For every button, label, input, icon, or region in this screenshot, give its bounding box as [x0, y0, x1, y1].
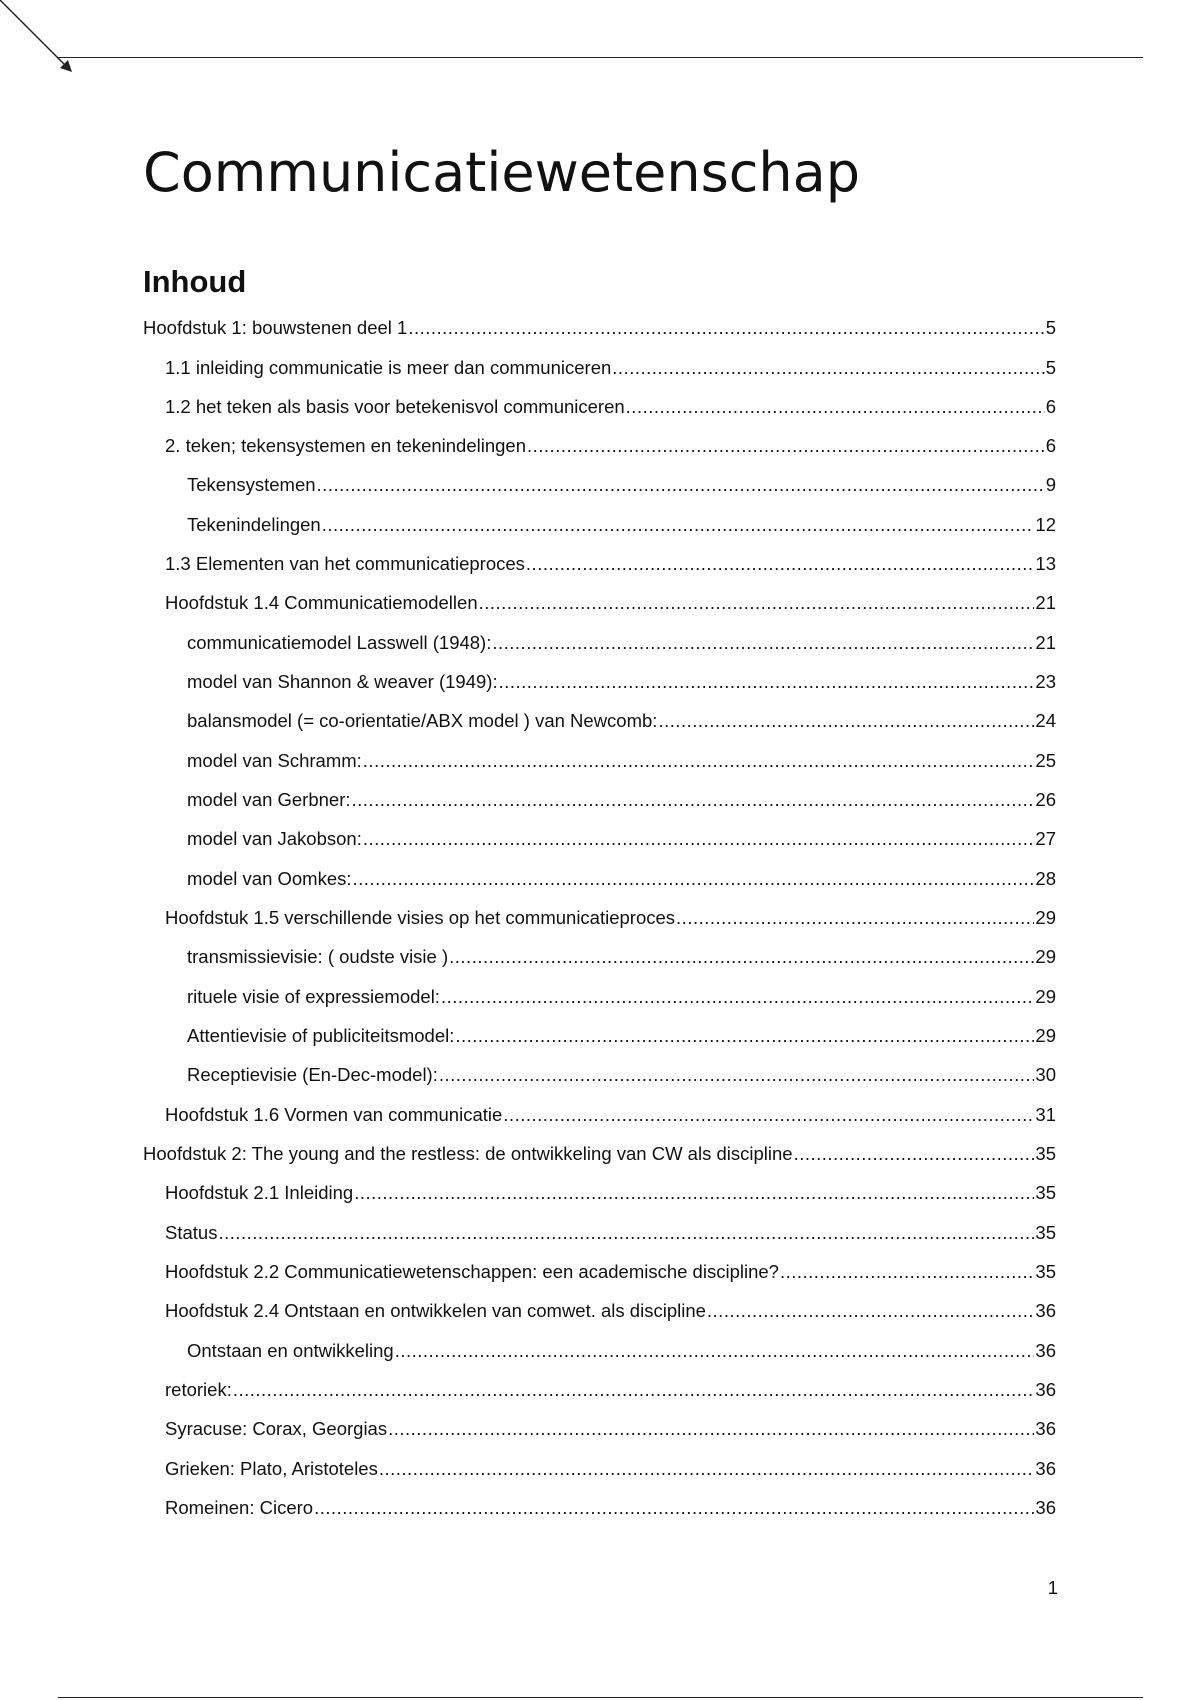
toc-entry-page: 28: [1035, 868, 1056, 889]
toc-entry-page: 29: [1035, 1025, 1056, 1046]
toc-dot-leader: [354, 1180, 1034, 1206]
toc-dot-leader: [233, 1377, 1035, 1403]
toc-entry-title: model van Shannon & weaver (1949):: [187, 671, 498, 692]
toc-entry[interactable]: [187, 512, 1056, 538]
toc-entry[interactable]: [165, 355, 1056, 381]
toc-dot-leader: [388, 1416, 1034, 1442]
toc-entry[interactable]: [165, 905, 1056, 931]
toc-dot-leader: [353, 866, 1035, 892]
toc-dot-leader: [314, 1495, 1034, 1521]
toc-dot-leader: [363, 748, 1035, 774]
toc-dot-leader: [527, 433, 1045, 459]
toc-dot-leader: [676, 905, 1034, 931]
toc-entry-page: 35: [1035, 1182, 1056, 1203]
toc-entry-page: 36: [1035, 1497, 1056, 1518]
toc-entry-page: 13: [1035, 553, 1056, 574]
toc-entry[interactable]: [187, 984, 1056, 1010]
toc-entry-page: 5: [1045, 357, 1056, 378]
toc-entry[interactable]: [187, 472, 1056, 498]
toc-dot-leader: [322, 512, 1035, 538]
toc-entry[interactable]: [165, 1180, 1056, 1206]
toc-entry-title: Ontstaan en ontwikkeling: [187, 1340, 394, 1361]
toc-entry[interactable]: [165, 1377, 1056, 1403]
toc-dot-leader: [317, 472, 1045, 498]
toc-entry[interactable]: [187, 630, 1056, 656]
toc-entry-title: Hoofdstuk 2: The young and the restless: de ontwikkeling van CW als discipline: [143, 1143, 793, 1164]
toc-entry-title: 1.3 Elementen van het communicatieproces: [165, 553, 525, 574]
toc-entry-title: Status: [165, 1222, 218, 1243]
toc-entry-title: balansmodel (= co-orientatie/ABX model ) van Newcomb:: [187, 710, 658, 731]
toc-entry-page: 5: [1045, 317, 1056, 338]
toc-entry-page: 36: [1035, 1340, 1056, 1361]
toc-entry[interactable]: [165, 433, 1056, 459]
toc-entry-page: 29: [1035, 907, 1056, 928]
toc-dot-leader: [408, 315, 1044, 341]
toc-entry-title: transmissievisie: ( oudste visie ): [187, 946, 449, 967]
toc-entry-title: Syracuse: Corax, Georgias: [165, 1418, 388, 1439]
toc-entry-title: communicatiemodel Lasswell (1948):: [187, 632, 492, 653]
toc-entry-page: 26: [1035, 789, 1056, 810]
toc-entry[interactable]: [165, 1416, 1056, 1442]
toc-entry-page: 21: [1035, 632, 1056, 653]
toc-entry[interactable]: [187, 1338, 1056, 1364]
toc-dot-leader: [707, 1298, 1035, 1324]
toc-entry-title: Tekensystemen: [187, 474, 316, 495]
toc-entry-page: 25: [1035, 750, 1056, 771]
toc-entry-page: 35: [1035, 1261, 1056, 1282]
toc-entry[interactable]: [165, 1495, 1056, 1521]
toc-entry[interactable]: [187, 787, 1056, 813]
toc-entry[interactable]: [143, 315, 1056, 341]
toc-entry-title: Receptievisie (En-Dec-model):: [187, 1064, 438, 1085]
toc-entry-page: 24: [1035, 710, 1056, 731]
toc-entry[interactable]: [187, 826, 1056, 852]
toc-dot-leader: [352, 787, 1035, 813]
toc-entry-title: Hoofdstuk 1.5 verschillende visies op het communicatieproces: [165, 907, 676, 928]
toc-dot-leader: [439, 1062, 1035, 1088]
toc-dot-leader: [492, 630, 1034, 656]
toc-dot-leader: [499, 669, 1035, 695]
toc-entry-title: Tekenindelingen: [187, 514, 321, 535]
toc-dot-leader: [449, 944, 1034, 970]
toc-entry-title: Hoofdstuk 1.6 Vormen van communicatie: [165, 1104, 503, 1125]
toc-entry-title: Hoofdstuk 2.1 Inleiding: [165, 1182, 354, 1203]
toc-entry[interactable]: [187, 1023, 1056, 1049]
toc-entry-title: 1.2 het teken als basis voor betekenisvol communiceren: [165, 396, 625, 417]
toc-dot-leader: [612, 355, 1044, 381]
toc-entry-page: 36: [1035, 1300, 1056, 1321]
page-number: 1: [1047, 1577, 1058, 1598]
toc-entry-page: 6: [1045, 435, 1056, 456]
toc-entry[interactable]: [187, 944, 1056, 970]
toc-entry[interactable]: [165, 1102, 1056, 1128]
toc-entry[interactable]: [187, 669, 1056, 695]
document-title: Communicatiewetenschap: [143, 141, 861, 204]
toc-entry-title: 1.1 inleiding communicatie is meer dan communiceren: [165, 357, 612, 378]
toc-entry-title: Hoofdstuk 2.4 Ontstaan en ontwikkelen van comwet. als discipline: [165, 1300, 706, 1321]
toc-entry[interactable]: [165, 1298, 1056, 1324]
toc-dot-leader: [395, 1338, 1035, 1364]
toc-entry-title: Attentievisie of publiciteitsmodel:: [187, 1025, 455, 1046]
toc-dot-leader: [526, 551, 1035, 577]
toc-dot-leader: [218, 1220, 1034, 1246]
toc-entry-title: model van Oomkes:: [187, 868, 352, 889]
toc-entry[interactable]: [165, 1259, 1056, 1285]
toc-entry-title: Hoofdstuk 1: bouwstenen deel 1: [143, 317, 408, 338]
toc-entry-page: 35: [1035, 1222, 1056, 1243]
toc-dot-leader: [794, 1141, 1035, 1167]
toc-dot-leader: [441, 984, 1034, 1010]
footer-rule: [58, 1697, 1143, 1698]
toc-entry[interactable]: [165, 590, 1056, 616]
toc-entry-title: retoriek:: [165, 1379, 232, 1400]
toc-entry-title: Grieken: Plato, Aristoteles: [165, 1458, 378, 1479]
toc-entry-title: model van Gerbner:: [187, 789, 351, 810]
toc-entry-title: Romeinen: Cicero: [165, 1497, 314, 1518]
toc-entry-page: 36: [1035, 1418, 1056, 1439]
toc-entry[interactable]: [165, 1220, 1056, 1246]
toc-entry-page: 30: [1035, 1064, 1056, 1085]
toc-entry[interactable]: [143, 1141, 1056, 1167]
toc-dot-leader: [626, 394, 1045, 420]
toc-entry[interactable]: [187, 748, 1056, 774]
toc-entry[interactable]: [187, 866, 1056, 892]
toc-entry[interactable]: [187, 708, 1056, 734]
toc-entry-title: model van Jakobson:: [187, 828, 362, 849]
toc-entry-title: Hoofdstuk 2.2 Communicatiewetenschappen: een academische discipline?: [165, 1261, 779, 1282]
toc-entry-page: 36: [1035, 1379, 1056, 1400]
toc-dot-leader: [455, 1023, 1034, 1049]
toc-entry-page: 27: [1035, 828, 1056, 849]
toc-entry-title: 2. teken; tekensystemen en tekenindelingen: [165, 435, 526, 456]
toc-entry-page: 35: [1035, 1143, 1056, 1164]
toc-entry[interactable]: [165, 394, 1056, 420]
toc-entry-page: 6: [1045, 396, 1056, 417]
toc-heading: Inhoud: [143, 264, 247, 299]
toc-entry-page: 21: [1035, 592, 1056, 613]
toc-entry-page: 29: [1035, 946, 1056, 967]
toc-entry-page: 9: [1045, 474, 1056, 495]
toc-entry[interactable]: [165, 1456, 1056, 1482]
toc-entry-title: model van Schramm:: [187, 750, 362, 771]
toc-entry-title: Hoofdstuk 1.4 Communicatiemodellen: [165, 592, 478, 613]
toc-entry-page: 31: [1035, 1104, 1056, 1125]
toc-dot-leader: [658, 708, 1034, 734]
toc-entry-page: 29: [1035, 986, 1056, 1007]
toc-entry[interactable]: [187, 1062, 1056, 1088]
toc-entry-page: 23: [1035, 671, 1056, 692]
toc-dot-leader: [503, 1102, 1034, 1128]
toc-dot-leader: [379, 1456, 1035, 1482]
toc-entry[interactable]: [165, 551, 1056, 577]
toc-dot-leader: [780, 1259, 1034, 1285]
toc-dot-leader: [363, 826, 1035, 852]
toc-dot-leader: [479, 590, 1035, 616]
toc-entry-title: rituele visie of expressiemodel:: [187, 986, 440, 1007]
toc-entry-page: 36: [1035, 1458, 1056, 1479]
toc-entry-page: 12: [1035, 514, 1056, 535]
